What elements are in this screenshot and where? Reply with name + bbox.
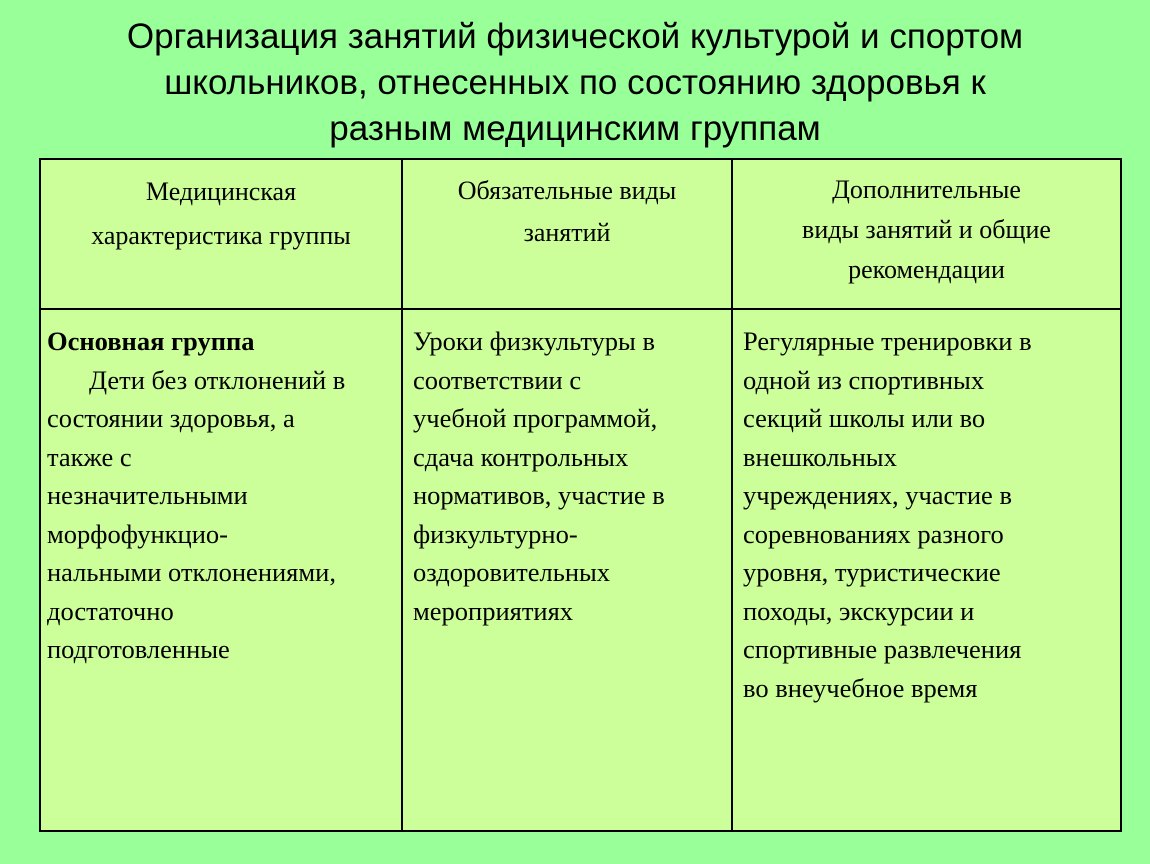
header-col3-line-3: рекомендации	[848, 255, 1005, 284]
col1-line-7: достаточно	[47, 595, 174, 626]
col2-line-3: учебной программой,	[413, 403, 658, 433]
col1-line-6: нальными отклонениями,	[47, 557, 336, 587]
col3-line-3: секций школы или во	[743, 403, 986, 433]
title-line-2: школьников, отнесенных по состоянию здоровья к	[164, 63, 986, 102]
medical-groups-table	[39, 158, 1122, 832]
cell-group-characteristic	[40, 309, 402, 831]
header-medical-characteristic	[40, 159, 402, 309]
header-col3-line-2: виды занятий и общие	[802, 215, 1051, 244]
header-col1-line-2: характеристика группы	[91, 221, 351, 250]
header-col1-line-1: Медицинская	[145, 177, 297, 206]
header-mandatory-activities	[402, 159, 732, 309]
header-col2-line-1: Обязательные виды	[457, 176, 677, 205]
title-line-1: Организация занятий физической культурой и спортом	[126, 17, 1024, 56]
col2-line-6: физкультурно-	[413, 518, 578, 549]
col3-line-7: уровня, туристические	[743, 557, 1001, 587]
col2-line-8: мероприятиях	[413, 595, 574, 626]
table-row	[40, 309, 1121, 831]
col3-line-2: одной из спортивных	[743, 364, 985, 395]
col3-line-5: учреждениях, участие в	[743, 480, 1012, 510]
col3-line-8: походы, экскурсии и	[743, 595, 975, 626]
col2-line-4: сдача контрольных	[413, 441, 629, 472]
group-name: Основная группа	[47, 326, 255, 356]
col2-line-5: нормативов, участие в	[413, 480, 665, 510]
header-col2-line-2: занятий	[523, 218, 611, 247]
header-col3-line-1: Дополнительные	[832, 175, 1021, 204]
col1-line-5: морфофункцио-	[47, 518, 228, 549]
col3-line-10: во внеучебное время	[743, 672, 978, 703]
title-line-3: разным медицинским группам	[329, 109, 821, 148]
col2-line-7: оздоровительных	[413, 557, 611, 587]
col1-line-2: состоянии здоровья, а	[47, 403, 295, 433]
slide-title	[40, 14, 1110, 152]
col1-line-1: Дети без отклонений в	[89, 364, 346, 395]
col3-line-9: спортивные развлечения	[743, 634, 1022, 664]
col1-line-8: подготовленные	[47, 634, 230, 664]
cell-additional-activities	[732, 309, 1121, 831]
col1-line-3: также с	[47, 441, 132, 472]
cell-mandatory-activities	[402, 309, 732, 831]
col2-line-1: Уроки физкультуры в	[413, 326, 655, 356]
header-additional-activities	[732, 159, 1121, 309]
col3-line-4: внешкольных	[743, 441, 897, 472]
col1-line-4: незначительными	[47, 480, 248, 510]
table-header-row	[40, 159, 1121, 309]
col3-line-1: Регулярные тренировки в	[743, 326, 1032, 356]
col2-line-2: соответствии с	[413, 364, 582, 395]
col3-line-6: соревнованиях разного	[743, 518, 1004, 549]
